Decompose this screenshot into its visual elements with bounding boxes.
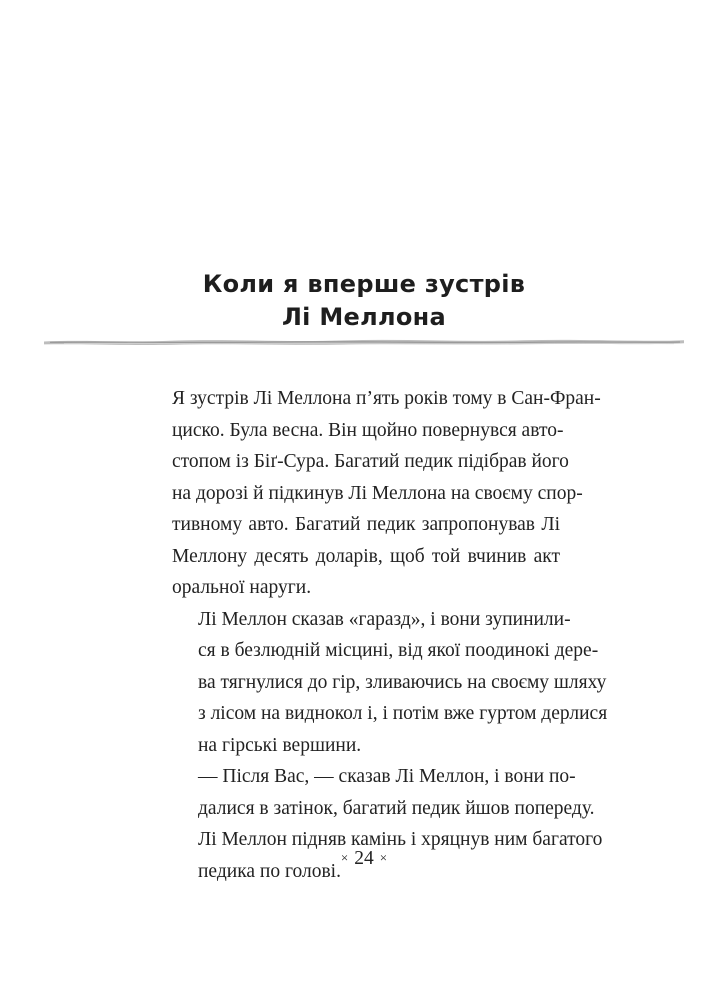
page-ornament-right: × [379,850,388,865]
text-line: Лі Меллон підняв камінь і хряцнув ним багатого [198,829,603,850]
text-line: циско. Була весна. Він щойно повернувся авто- [172,419,564,441]
text-line: Я зустрів Лі Меллона п’ять років тому в Сан-Фран- [172,388,601,409]
chapter-title-line-1: Коли я вперше зустрів [202,270,526,299]
text-line: ся в безлюдній місцині, від якої поодинокі дере- [198,640,599,661]
text-line: далися в затінок, багатий педик йшов попереду. [198,797,595,819]
text-line: Лі Меллон сказав «гаразд», і вони зупинили- [198,608,571,630]
chapter-body [172,383,608,887]
text-line: стопом із Біґ-Сура. Багатий педик підібрав його [172,451,569,472]
page-ornament-left: × [340,850,349,865]
paragraph-2 [172,604,608,762]
text-line: оральної наруги. [172,577,312,598]
text-line: ва тягнулися до гір, зливаючись на своєму шляху [198,671,607,693]
text-line: Меллону десять доларів, щоб той вчинив акт [172,545,560,567]
paragraph-1 [172,383,601,604]
text-line: педика по голові. [198,860,341,882]
text-line: з лісом на виднокол і, і потім вже гуртом дерлися [198,703,608,724]
chapter-title-line-2: Лі Меллона [281,303,447,332]
page-number [0,848,728,870]
text-line: тивному авто. Багатий педик запропонував Лі [172,514,560,535]
chapter-title [0,268,728,334]
brush-divider [44,333,684,349]
text-line: — Після Вас, — сказав Лі Меллон, і вони по- [198,766,576,787]
page-number-value: 24 [354,848,374,869]
text-line: на гірські вершини. [198,734,362,756]
text-line: на дорозі й підкинув Лі Меллона на своєму спор- [172,482,583,504]
